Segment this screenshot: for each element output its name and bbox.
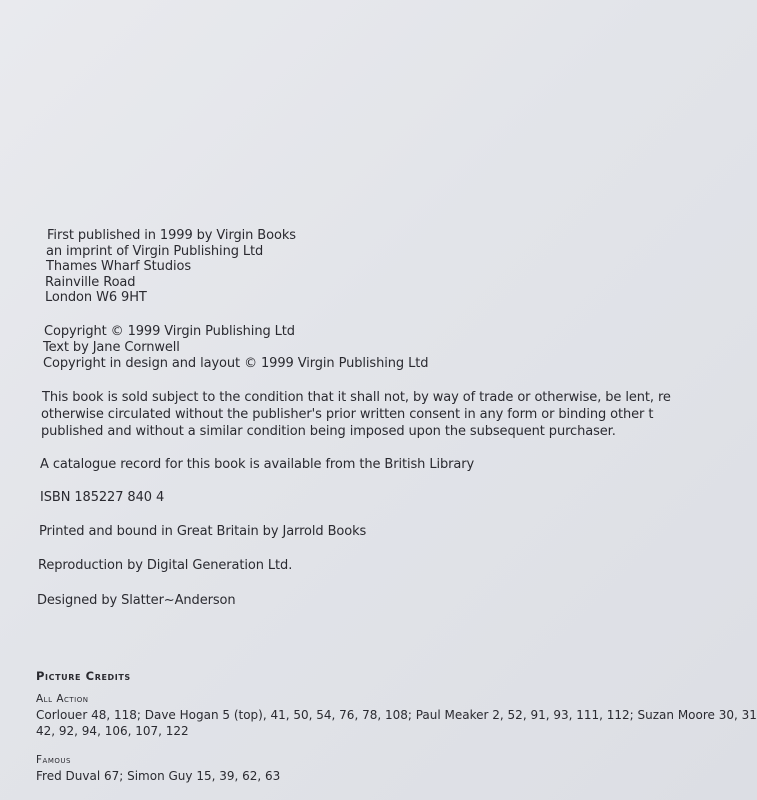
famous-label: Famous [36, 754, 71, 766]
picture-credits-heading: Picture Credits [36, 669, 131, 683]
condition-line-3: published and without a similar condition being imposed upon the subsequent purchaser. [41, 424, 616, 439]
condition-line-2: otherwise circulated without the publisher's prior written consent in any form or binding other t [41, 407, 654, 422]
isbn: ISBN 185227 840 4 [40, 490, 165, 505]
publisher-line-4: Rainville Road [45, 275, 136, 290]
condition-line-1: This book is sold subject to the condition that it shall not, by way of trade or otherwise, be lent, re [42, 390, 671, 405]
all-action-credits-line-2: 42, 92, 94, 106, 107, 122 [36, 724, 189, 738]
copyright-line-2: Text by Jane Cornwell [43, 340, 180, 355]
printed-by: Printed and bound in Great Britain by Jarrold Books [39, 524, 367, 539]
catalogue-record: A catalogue record for this book is available from the British Library [40, 457, 475, 472]
publisher-line-2: an imprint of Virgin Publishing Ltd [46, 244, 264, 259]
famous-credits-line-1: Fred Duval 67; Simon Guy 15, 39, 62, 63 [36, 769, 281, 783]
publisher-line-3: Thames Wharf Studios [46, 259, 192, 274]
all-action-credits-line-1: Corlouer 48, 118; Dave Hogan 5 (top), 41, 50, 54, 76, 78, 108; Paul Meaker 2, 52, 91, 93, 111, 112; Suzan Moore 30, 31 [36, 708, 757, 722]
copyright-line-1: Copyright © 1999 Virgin Publishing Ltd [44, 324, 295, 339]
copyright-line-3: Copyright in design and layout © 1999 Virgin Publishing Ltd [43, 356, 429, 371]
designed-by: Designed by Slatter~Anderson [37, 593, 236, 608]
reproduction-by: Reproduction by Digital Generation Ltd. [38, 558, 293, 573]
publisher-line-5: London W6 9HT [45, 290, 147, 305]
all-action-label: All Action [36, 693, 89, 705]
publisher-line-1: First published in 1999 by Virgin Books [47, 228, 296, 243]
